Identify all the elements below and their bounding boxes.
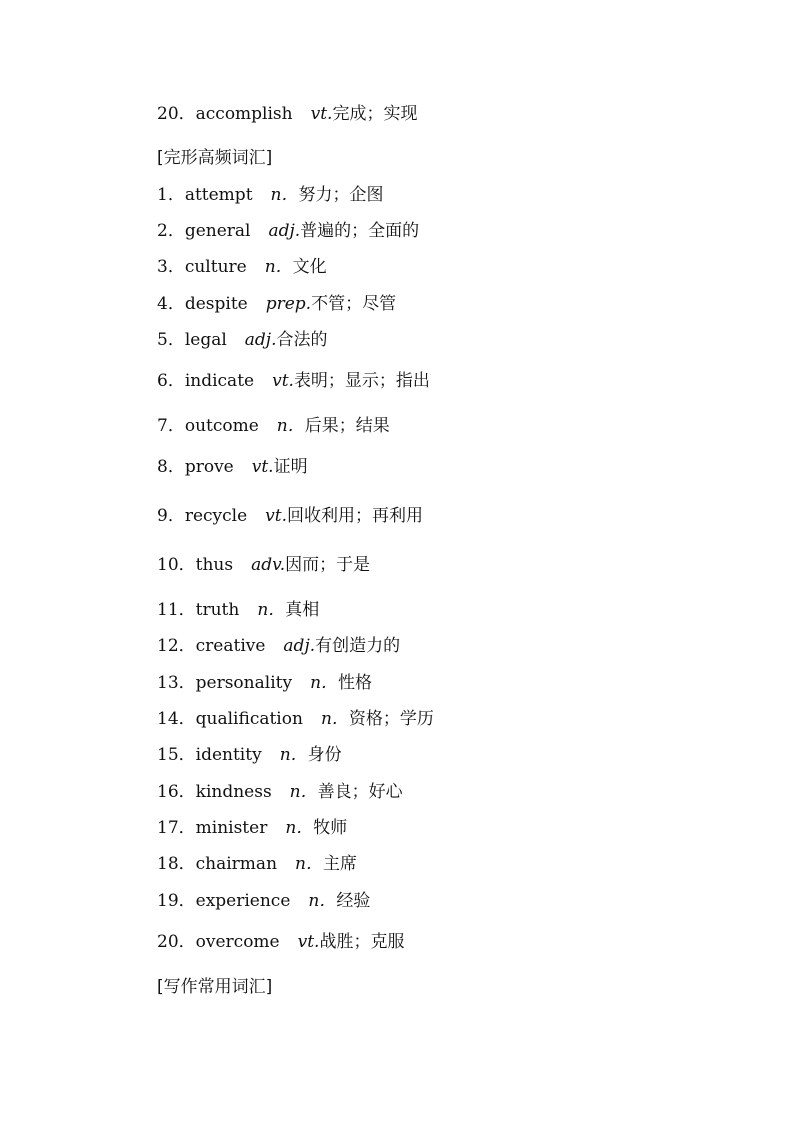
entry-definition: 有创造力的: [315, 636, 401, 656]
entry-definition: 性格: [338, 673, 373, 693]
vocab-entry: [157, 415, 390, 437]
entry-definition: 普遍的；全面的: [300, 221, 420, 241]
entry-word: culture: [184, 257, 247, 277]
entry-definition: 经验: [336, 891, 371, 911]
entry-definition: 证明: [273, 457, 308, 477]
entry-part-of-speech: prep.: [265, 294, 312, 314]
entry-number: 12．: [157, 636, 196, 656]
entry-number: 17．: [157, 818, 196, 838]
entry-part-of-speech: vt.: [310, 104, 333, 124]
entry-definition: 不管；尽管: [311, 294, 397, 314]
entry-part-of-speech: n．: [320, 709, 349, 729]
vocab-entry: [157, 781, 403, 803]
entry-part-of-speech: vt.: [272, 371, 294, 391]
entry-number: 9．: [157, 506, 185, 526]
entry-number: 13．: [157, 673, 196, 693]
entry-part-of-speech: n．: [285, 818, 314, 838]
entry-number: 1．: [157, 185, 185, 205]
entry-word: accomplish: [195, 104, 293, 124]
entry-number: 4．: [157, 294, 185, 314]
entry-word: truth: [195, 600, 240, 620]
entry-word: general: [184, 221, 251, 241]
vocab-entry: [157, 370, 430, 392]
entry-part-of-speech: vt.: [297, 932, 320, 952]
entry-definition: 合法的: [276, 330, 328, 350]
vocab-entry: [157, 184, 383, 206]
entry-word: minister: [195, 818, 268, 838]
entry-number: 8．: [157, 457, 185, 477]
vocab-entry: [157, 931, 404, 953]
entry-definition: 战胜；克服: [319, 932, 405, 952]
vocab-entry: [157, 672, 372, 694]
entry-part-of-speech: n．: [257, 600, 286, 620]
entry-word: despite: [184, 294, 248, 314]
entry-definition: 牧师: [313, 818, 348, 838]
entry-part-of-speech: n．: [264, 257, 293, 277]
entry-part-of-speech: adv.: [251, 555, 286, 575]
entry-part-of-speech: n．: [279, 745, 308, 765]
entry-word: identity: [195, 745, 262, 765]
entry-word: overcome: [195, 932, 280, 952]
vocab-entry: [157, 103, 417, 125]
entry-part-of-speech: vt.: [265, 506, 288, 526]
entry-part-of-speech: n．: [310, 673, 339, 693]
entry-number: 15．: [157, 745, 196, 765]
entry-part-of-speech: n．: [276, 416, 305, 436]
entry-word: qualification: [195, 709, 303, 729]
entry-number: 11．: [157, 600, 196, 620]
entry-word: chairman: [195, 854, 278, 874]
entry-definition: 善良；好心: [317, 782, 403, 802]
vocab-entry: [157, 554, 370, 576]
entry-number: 16．: [157, 782, 196, 802]
entry-part-of-speech: n．: [308, 891, 337, 911]
vocab-entry: [157, 293, 396, 315]
entry-number: 3．: [157, 257, 185, 277]
entry-number: 2．: [157, 221, 185, 241]
vocab-entry: [157, 329, 327, 351]
entry-word: kindness: [195, 782, 272, 802]
entry-part-of-speech: n．: [270, 185, 299, 205]
entry-word: creative: [195, 636, 266, 656]
entry-word: thus: [195, 555, 234, 575]
entry-part-of-speech: vt.: [251, 457, 274, 477]
entry-definition: 回收利用；再利用: [287, 506, 424, 526]
vocab-entry: [157, 890, 370, 912]
entry-definition: 努力；企图: [298, 185, 384, 205]
entry-word: personality: [195, 673, 293, 693]
entry-word: recycle: [184, 506, 248, 526]
vocab-entry: [157, 817, 347, 839]
entry-word: legal: [184, 330, 227, 350]
vocab-entry: [157, 220, 419, 242]
entry-word: experience: [195, 891, 291, 911]
entry-word: outcome: [184, 416, 259, 436]
vocab-entry: [157, 256, 327, 278]
entry-part-of-speech: n．: [295, 854, 323, 874]
entry-word: attempt: [184, 185, 253, 205]
entry-number: 18．: [157, 854, 196, 874]
entry-definition: 因而；于是: [285, 555, 371, 575]
entry-definition: 文化: [292, 257, 327, 277]
entry-definition: 真相: [285, 600, 320, 620]
entry-part-of-speech: adj.: [268, 221, 301, 241]
entry-number: 19．: [157, 891, 196, 911]
vocab-entry: [157, 853, 357, 875]
entry-word: prove: [184, 457, 234, 477]
entry-number: 7．: [157, 416, 185, 436]
entry-part-of-speech: adj.: [283, 636, 316, 656]
entry-definition: 后果；结果: [304, 416, 390, 436]
vocab-entry: [157, 708, 434, 730]
entry-definition: 身份: [307, 745, 342, 765]
vocab-entry: [157, 599, 319, 621]
vocab-entry: [157, 456, 308, 478]
entry-definition: 资格；学历: [348, 709, 434, 729]
section-heading-writing: [写作常用词汇]: [157, 977, 273, 997]
entry-part-of-speech: adj.: [244, 330, 277, 350]
vocab-entry: [157, 635, 400, 657]
entry-number: 6．: [157, 371, 185, 391]
entry-number: 20．: [157, 932, 196, 952]
entry-number: 20．: [157, 104, 196, 124]
entry-definition: 表明；显示；指出: [293, 371, 430, 391]
entry-number: 5．: [157, 330, 185, 350]
vocab-entry: [157, 505, 423, 527]
entry-number: 14．: [157, 709, 196, 729]
vocab-entry: [157, 744, 342, 766]
section-heading-cloze: [完形高频词汇]: [157, 148, 273, 168]
entry-word: indicate: [184, 371, 255, 391]
entry-part-of-speech: n．: [289, 782, 318, 802]
entry-definition: 主席: [322, 854, 357, 874]
entry-number: 10．: [157, 555, 196, 575]
entry-definition: 完成；实现: [332, 104, 418, 124]
